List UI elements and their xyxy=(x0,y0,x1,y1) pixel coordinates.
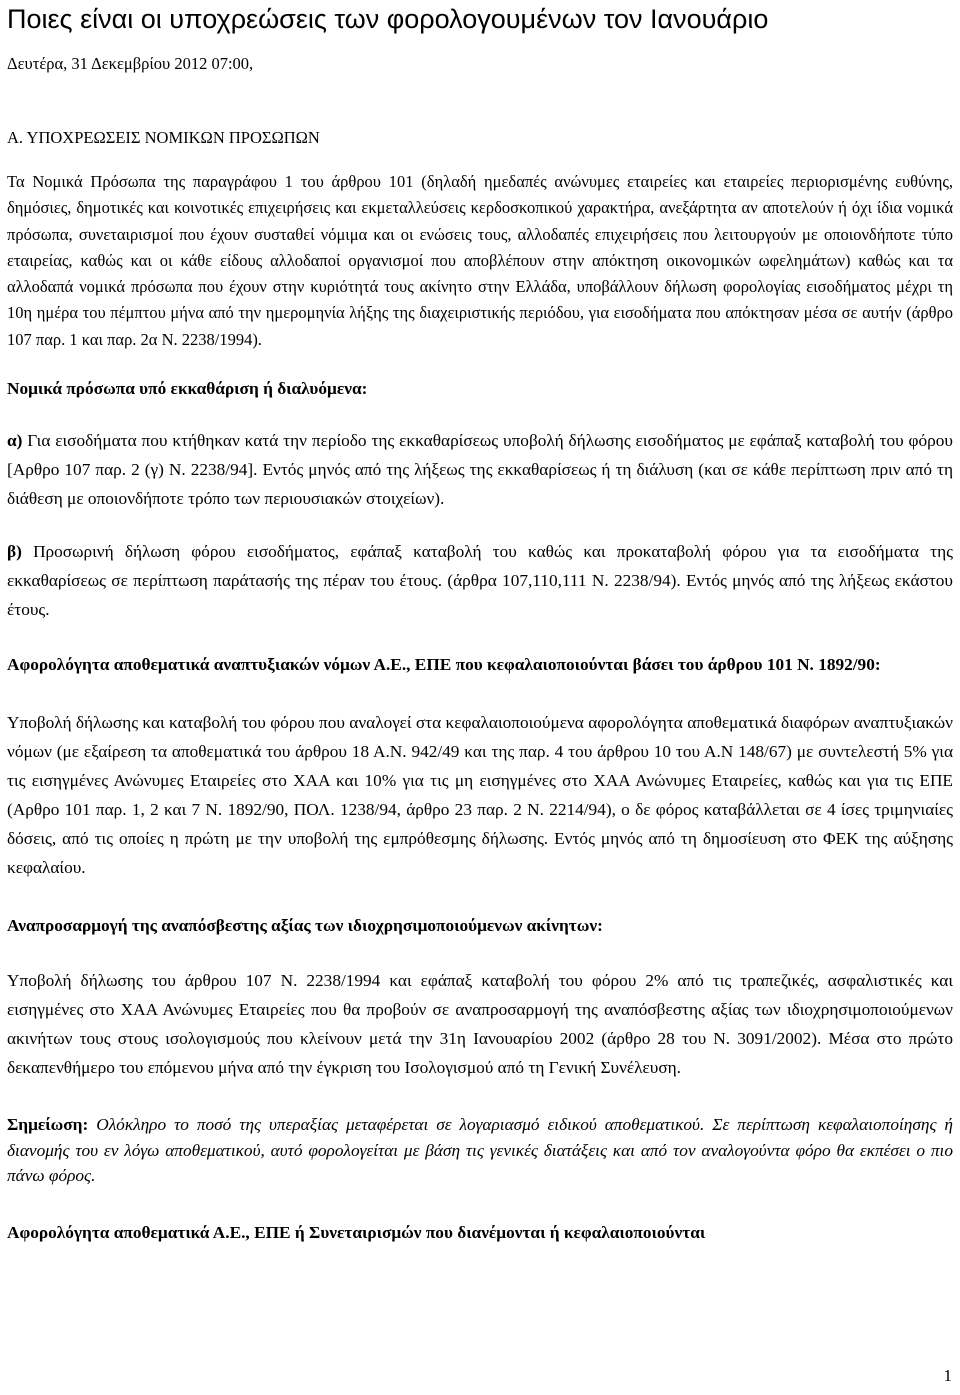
item-text-b: Προσωρινή δήλωση φόρου εισοδήματος, εφάπαξ καταβολή του καθώς και προκαταβολή φόρου για τα εισοδήματα της εκκαθαρίσεως σε περίπτωση παράτασής της πέραν του έτους. (άρθρα 107,110,111 Ν. 2238/94). Εντός μηνός από της λήξεως εκάστου έτους. xyxy=(7,542,953,620)
paragraph-liquidation-a xyxy=(7,426,953,513)
item-text-a: Για εισοδήματα που κτήθηκαν κατά την περίοδο της εκκαθαρίσεως υποβολή δήλωσης εισοδήματος με εφάπαξ καταβολή του φόρου [Αρθρο 107 παρ. 2 (γ) Ν. 2238/94]. Εντός μηνός από της λήξεως της εκκαθαρίσεως ή τη διάλυση (και σε κάθε περίπτωση πριν από τη διάθεση με οποιονδήποτε τρόπο των περιουσιακών στοιχείων). xyxy=(7,431,953,509)
page-number: 1 xyxy=(943,1366,952,1385)
article-date: Δευτέρα, 31 Δεκεμβρίου 2012 07:00, xyxy=(7,54,254,73)
note-text: Ολόκληρο το ποσό της υπεραξίας μεταφέρεται σε λογαριασμό ειδικού αποθεματικού. Σε περίπτωση κεφαλαιοποίησης ή διανομής του εν λόγω αποθεματικού, αυτό φορολογείται με βάση τις γενικές διατάξεις και από τον αναλογούντα φόρο θα εκπέσει ο πιο πάνω φόρος. xyxy=(7,1115,953,1186)
paragraph-legal-entities: Τα Νομικά Πρόσωπα της παραγράφου 1 του άρθρου 101 (δηλαδή ημεδαπές ανώνυμες εταιρείες και εταιρείες περιορισμένης ευθύνης, δημόσιες, δημοτικές και κοινοτικές επιχειρήσεις και εκμεταλλεύσεις κερδοσκοπικού χαρακτήρα, ανεξάρτητα αν αποτελούν ή όχι ίδια νομικά πρόσωπα, συνεταιρισμοί που έχουν συσταθεί νόμιμα και οι ενώσεις τους, αλλοδαπές επιχειρήσεις που λειτουργούν με οποιονδήποτε τύπο εταιρείας, καθώς και οι κάθε είδους αλλοδαποί οργανισμοί που αποβλέπουν στην απόκτηση οικονομικών ωφελημάτων) καθώς και τα αλλοδαπά νομικά πρόσωπα που έχουν στην κυριότητά τους ακίνητο στην Ελλάδα, υποβάλλουν δήλωση φορολογίας εισοδήματος μέχρι τη 10η ημέρα του πέμπτου μήνα από την ημερομηνία λήξης της διαχειριστικής περιόδου, για εισοδήματα που απόκτησαν μέσα σε αυτήν (άρθρο 107 παρ. 1 και παρ. 2α Ν. 2238/1994). xyxy=(7,172,953,349)
note-label: Σημείωση: xyxy=(7,1115,89,1135)
article-title: Ποιες είναι οι υποχρεώσεις των φορολογουμένων τον Ιανουάριο xyxy=(7,4,769,34)
item-label-b: β) xyxy=(7,542,22,562)
item-label-a: α) xyxy=(7,431,23,451)
paragraph-liquidation-b xyxy=(7,537,953,624)
heading-untaxed-reserves: Αφορολόγητα αποθεματικά αναπτυξιακών νόμων Α.Ε., ΕΠΕ που κεφαλαιοποιούνται βάσει του άρθρου 101 Ν. 1892/90: xyxy=(7,655,881,675)
heading-revaluation: Αναπροσαρμογή της αναπόσβεστης αξίας των ιδιοχρησιμοποιούμενων ακίνητων: xyxy=(7,916,603,936)
paragraph-untaxed-reserves: Υποβολή δήλωσης και καταβολή του φόρου που αναλογεί στα κεφαλαιοποιούμενα αφορολόγητα αποθεματικά διαφόρων αναπτυξιακών νόμων (με εξαίρεση τα αποθεματικά του άρθρου 18 Α.Ν. 942/49 και της παρ. 4 του άρθρου 10 του Α.Ν 148/67) με συντελεστή 5% για τις εισηγμένες Ανώνυμες Εταιρείες στο ΧΑΑ και 10% για τις μη εισηγμένες στο ΧΑΑ Ανώνυμες Εταιρείες, καθώς και για τις ΕΠΕ (Αρθρο 101 παρ. 1, 2 και 7 Ν. 1892/90, ΠΟΛ. 1238/94, άρθρο 23 παρ. 2 Ν. 2214/94), ο δε φόρος καταβάλλεται σε 4 ίσες τριμηνιαίες δόσεις, από τις οποίες η πρώτη με την υποβολή της εμπρόθεσμης δήλωσης. Εντός μηνός από τη δημοσίευση στο ΦΕΚ της αύξησης κεφαλαίου. xyxy=(7,713,953,878)
paragraph-revaluation: Υποβολή δήλωσης του άρθρου 107 Ν. 2238/1994 και εφάπαξ καταβολή του φόρου 2% από τις τραπεζικές, ασφαλιστικές και εισηγμένες στο ΧΑΑ Ανώνυμες Εταιρείες που θα προβούν σε αναπροσαρμογή της αναπόσβεστης αξίας των ιδιοχρησιμοποιούμενων ακινήτων τους στους ισολογισμούς που κλείνουν μετά την 31η Ιανουαρίου 2002 (άρθρο 28 του Ν. 3091/2002). Μέσα στο πρώτο δεκαπενθήμερο του επόμενου μήνα από την έγκριση του Ισολογισμού από τη Γενική Συνέλευση. xyxy=(7,971,953,1078)
heading-liquidation: Νομικά πρόσωπα υπό εκκαθάριση ή διαλυόμενα: xyxy=(7,379,368,399)
section-heading-legal-entities: Α. ΥΠΟΧΡΕΩΣΕΙΣ ΝΟΜΙΚΩΝ ΠΡΟΣΩΠΩΝ xyxy=(7,128,320,147)
heading-distributed-reserves: Αφορολόγητα αποθεματικά Α.Ε., ΕΠΕ ή Συνεταιρισμών που διανέμονται ή κεφαλαιοποιούνται xyxy=(7,1222,706,1242)
note-paragraph xyxy=(7,1112,953,1189)
document-page xyxy=(7,0,953,1246)
